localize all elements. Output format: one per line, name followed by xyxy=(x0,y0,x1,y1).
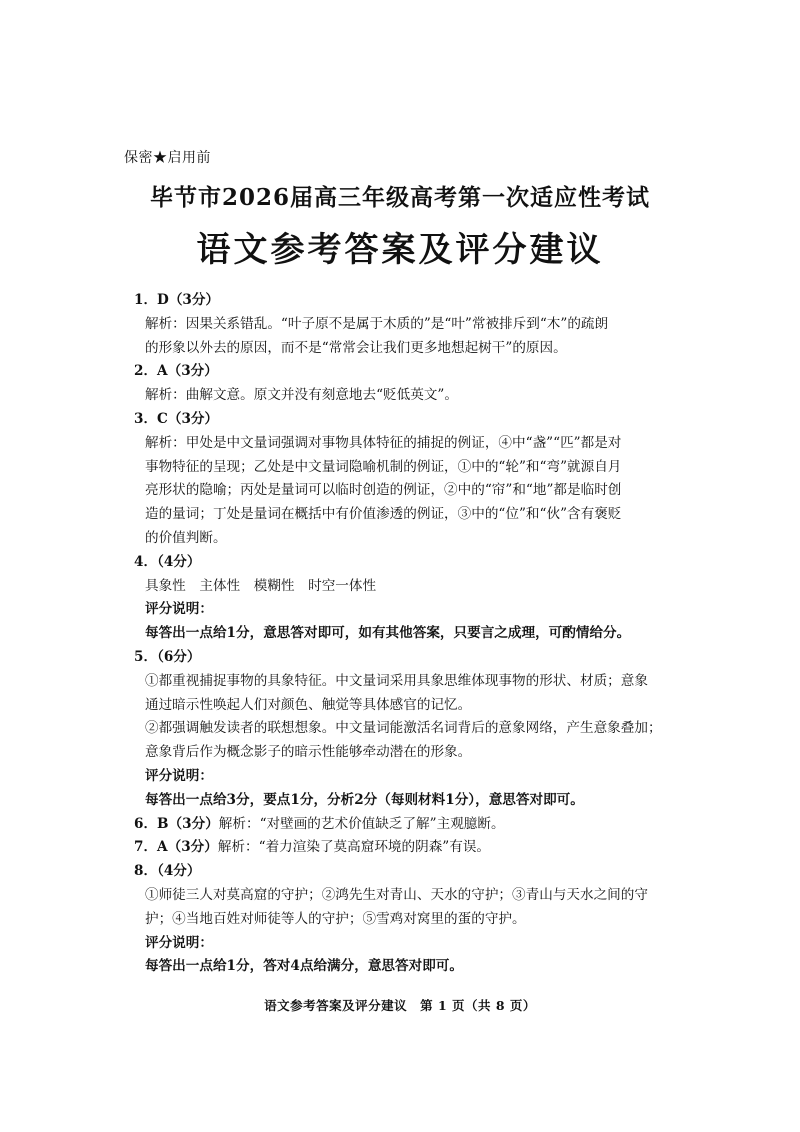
question-3-explanation: 解析：甲处是中文量词强调对事物具体特征的捕捉的例证，④中“盏”“匹”都是对 xyxy=(145,434,622,451)
question-5-scoring-label: 评分说明： xyxy=(145,767,213,784)
question-8-answer: 护；④当地百姓对师徒等人的守护；⑤雪鸡对窝里的蛋的守护。 xyxy=(145,910,526,927)
question-2-heading: 2．A（3分） xyxy=(134,363,218,380)
question-4-answer: 具象性 主体性 模糊性 时空一体性 xyxy=(145,577,377,594)
question-3-explanation: 事物特征的呈现；乙处是中文量词隐喻机制的例证，①中的“轮”和“弯”就源自月 xyxy=(145,458,622,475)
question-3-explanation: 造的量词；丁处是量词在概括中有价值渗透的例证，③中的“位”和“伙”含有褒贬 xyxy=(145,506,622,523)
page-footer: 语文参考答案及评分建议 第 1 页（共 8 页） xyxy=(264,998,536,1013)
question-4-heading: 4．（4分） xyxy=(134,553,201,570)
question-2-explanation: 解析：曲解文意。原文并没有刻意地去“贬低英文”。 xyxy=(145,387,458,404)
question-5-answer: ①都重视捕捉事物的具象特征。中文量词采用具象思维体现事物的形状、材质；意象 xyxy=(145,672,648,689)
question-4-scoring-label: 评分说明： xyxy=(145,601,213,618)
question-5-answer: 意象背后作为概念影子的暗示性能够牵动潜在的形象。 xyxy=(145,744,472,761)
question-5-scoring-note: 每答出一点给3分，要点1分，分析2分（每则材料1分），意思答对即可。 xyxy=(145,791,584,808)
question-8-scoring-label: 评分说明： xyxy=(145,934,213,951)
question-1-explanation: 的形象以外去的原因，而不是“常常会让我们更多地想起树干”的原因。 xyxy=(145,339,567,356)
question-1-explanation: 解析：因果关系错乱。“叶子原不是属于木质的”是“叶”常被排斥到“木”的疏朗 xyxy=(145,315,609,332)
question-3-explanation: 亮形状的隐喻；丙处是量词可以临时创造的例证，②中的“帘”和“地”都是临时创 xyxy=(145,482,622,499)
question-1-heading: 1．D（3分） xyxy=(134,292,220,308)
answer-content xyxy=(134,289,682,979)
question-5-heading: 5．（6分） xyxy=(134,648,201,665)
question-6-heading: 6．B（3分） xyxy=(134,815,219,832)
question-8-heading: 8．（4分） xyxy=(134,863,201,880)
question-6-line xyxy=(134,813,682,837)
question-3-heading: 3．C（3分） xyxy=(134,410,219,427)
confidential-label: 保密★启用前 xyxy=(124,150,211,166)
question-8-answer: ①师徒三人对莫高窟的守护；②鸿先生对青山、天水的守护；③青山与天水之间的守 xyxy=(145,886,648,903)
question-3-explanation: 的价值判断。 xyxy=(145,529,227,546)
question-7-line xyxy=(134,836,682,860)
question-5-answer: 通过暗示性唤起人们对颜色、触觉等具体感官的记忆。 xyxy=(145,696,472,713)
question-7-explanation: 解析：“着力渲染了莫高窟环境的阴森”有误。 xyxy=(217,839,491,856)
question-4-scoring-note: 每答出一点给1分，意思答对即可，如有其他答案，只要言之成理，可酌情给分。 xyxy=(145,625,631,642)
question-5-answer: ②都强调触发读者的联想想象。中文量词能激活名词背后的意象网络，产生意象叠加； xyxy=(145,720,662,737)
exam-title: 毕节市2026届高三年级高考第一次适应性考试 xyxy=(149,184,650,211)
question-6-explanation: 解析：“对壁画的艺术价值缺乏了解”主观臆断。 xyxy=(218,815,505,832)
question-7-heading: 7．A（3分） xyxy=(134,839,218,856)
document-title: 语文参考答案及评分建议 xyxy=(196,230,604,270)
question-8-scoring-note: 每答出一点给1分，答对4点给满分，意思答对即可。 xyxy=(145,958,463,975)
